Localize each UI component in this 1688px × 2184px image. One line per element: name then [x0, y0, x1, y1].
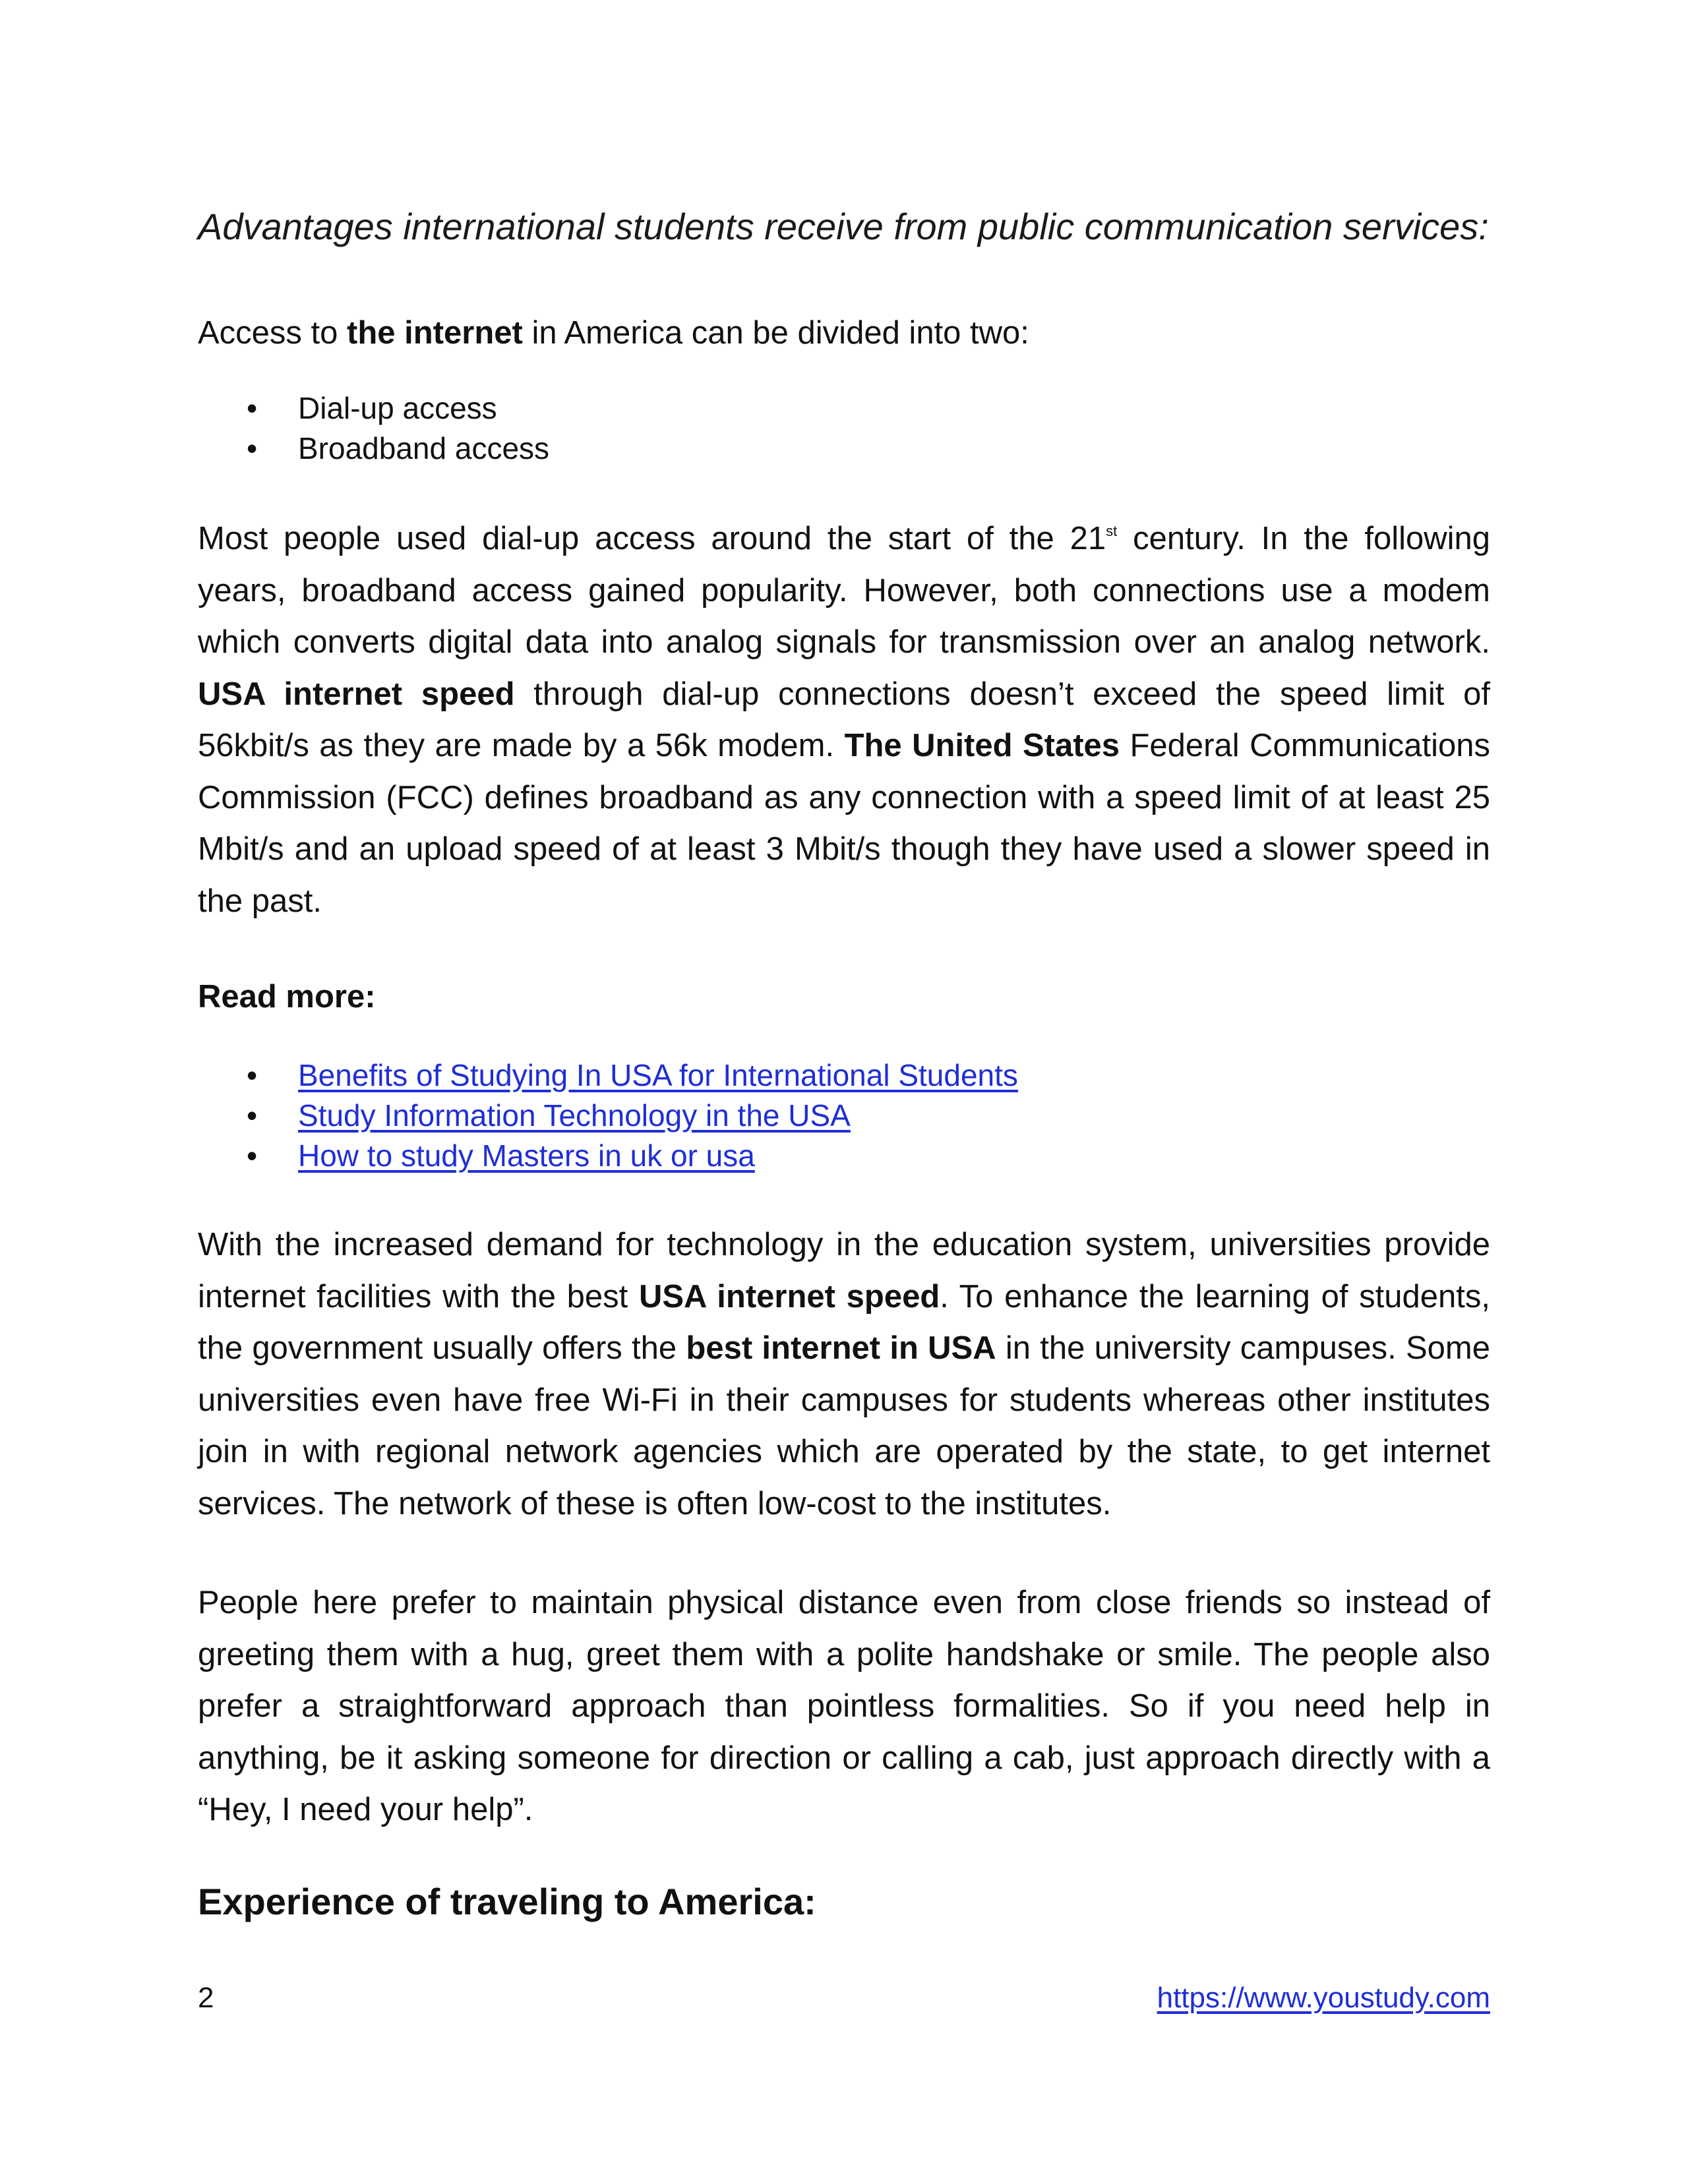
- superscript: st: [1106, 523, 1118, 540]
- bold-phrase: USA internet speed: [638, 1278, 940, 1314]
- para-text: Federal Communications Commission (FCC) defines broadband as any connection with a speed limit of at least 25 Mbit/s and an upload speed of at least 3 Mbit/s though they have used a slower speed in the past.: [198, 728, 1490, 919]
- dialup-broadband-paragraph: [198, 513, 1490, 927]
- footer-url-link[interactable]: https://www.youstudy.com: [1157, 1982, 1490, 2014]
- bold-phrase: The United States: [844, 728, 1120, 763]
- read-more-links: [198, 1055, 1018, 1176]
- intro-text: Access to: [198, 315, 347, 351]
- bullet-icon: •: [247, 391, 258, 425]
- intro-paragraph: [198, 307, 1490, 359]
- bullet-icon: •: [247, 431, 258, 465]
- list-item: [198, 1055, 1018, 1096]
- list-item: [198, 1136, 1018, 1176]
- list-item: [198, 388, 549, 428]
- section-subheading: Advantages international students receive from public communication services:: [198, 206, 1489, 247]
- para-text: in the university campuses. Some universities even have free Wi-Fi in their campuses for students whereas other institutes join in with regional network agencies which are operated by the state, to get internet services. The network of these is often low-cost to the institutes.: [198, 1330, 1490, 1521]
- list-item: [198, 428, 549, 469]
- read-more-label: Read more:: [198, 979, 376, 1015]
- intro-text-end: in America can be divided into two:: [522, 315, 1029, 351]
- para-text: . To enhance the learning of students, the government usually offers the: [198, 1278, 1490, 1366]
- link-benefits-studying-usa[interactable]: Benefits of Studying In USA for International Students: [298, 1058, 1018, 1092]
- bold-phrase: best internet in USA: [686, 1330, 996, 1366]
- para-text: Most people used dial-up access around the start of the 21: [198, 521, 1106, 556]
- bullet-icon: •: [247, 1098, 258, 1133]
- page-number: 2: [198, 1982, 214, 2014]
- bullet-icon: •: [247, 1058, 258, 1092]
- para-text: With the increased demand for technology in the education system, universities provide internet facilities with the best: [198, 1227, 1490, 1314]
- access-types-list: [198, 388, 549, 469]
- bullet-icon: •: [247, 1138, 258, 1173]
- para-text: through dial-up connections doesn’t exceed the speed limit of 56kbit/s as they are made by a 56k modem.: [198, 676, 1490, 763]
- link-study-it-usa[interactable]: Study Information Technology in the USA: [298, 1098, 851, 1133]
- university-internet-paragraph: [198, 1219, 1490, 1529]
- para-text: century. In the following years, broadband access gained popularity. However, both connections use a modem which converts digital data into analog signals for transmission over an analog network.: [198, 521, 1490, 660]
- etiquette-paragraph: People here prefer to maintain physical distance even from close friends so instead of greeting them with a hug, greet them with a polite handshake or smile. The people also prefer a straightforward approach than pointless formalities. So if you need help in anything, be it asking someone for direction or calling a cab, just approach directly with a “Hey, I need your help”.: [198, 1585, 1490, 1827]
- list-item: [198, 1096, 1018, 1136]
- intro-bold: the internet: [347, 315, 523, 351]
- list-item-label: Broadband access: [298, 431, 550, 465]
- bold-phrase: USA internet speed: [198, 676, 515, 712]
- list-item-label: Dial-up access: [298, 391, 497, 425]
- section-heading: Experience of traveling to America:: [198, 1881, 816, 1922]
- link-study-masters[interactable]: How to study Masters in uk or usa: [298, 1138, 755, 1173]
